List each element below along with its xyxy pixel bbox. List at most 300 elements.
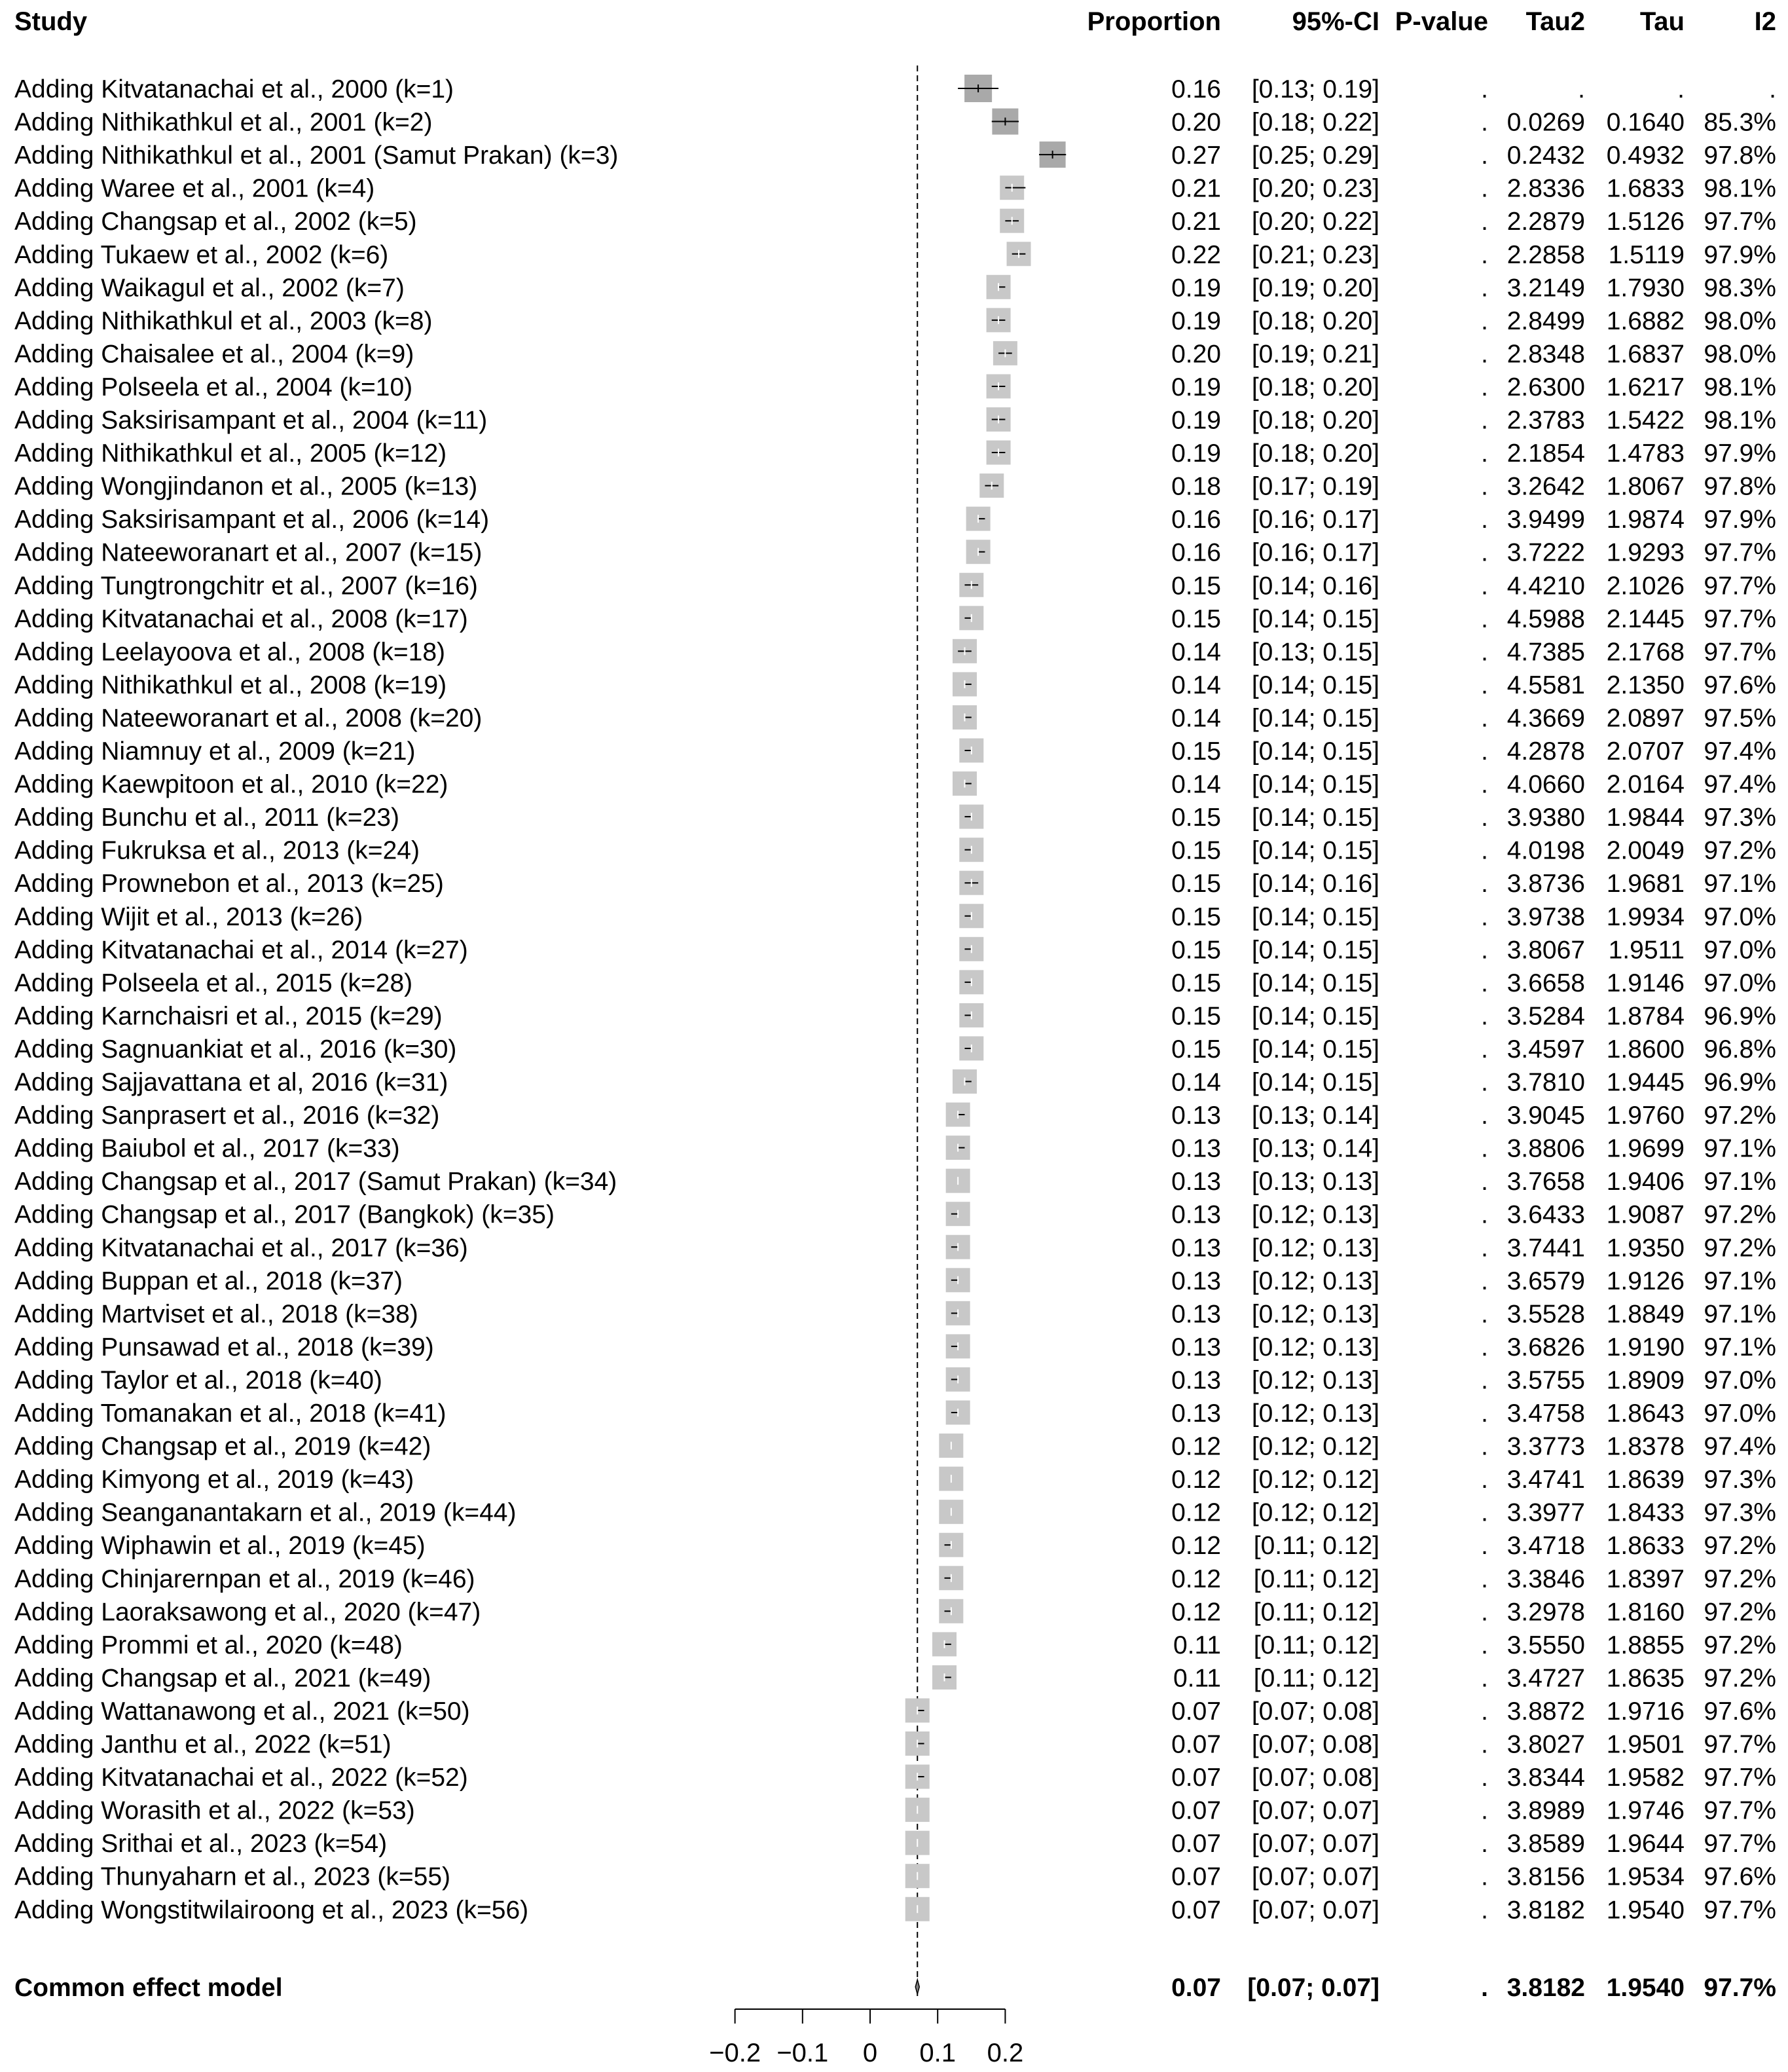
ci-value: [0.14; 0.15] <box>1251 902 1379 931</box>
study-label: Adding Tomanakan et al., 2018 (k=41) <box>14 1399 447 1428</box>
summary-ci: [0.07; 0.07] <box>1247 1974 1379 2002</box>
tau2-value: 0.0269 <box>1506 108 1585 137</box>
tau2-value: 3.8589 <box>1506 1830 1585 1859</box>
tau-value: 1.6837 <box>1606 340 1685 369</box>
tau2-value: 3.2642 <box>1506 472 1585 501</box>
header-tau: Tau <box>1639 7 1685 36</box>
p-value: . <box>1481 472 1488 501</box>
study-row <box>14 1267 1776 1295</box>
p-value: . <box>1481 1002 1488 1031</box>
study-label: Adding Nithikathkul et al., 2003 (k=8) <box>14 306 433 335</box>
i2-value: 96.9% <box>1704 1068 1776 1097</box>
tau-value: 1.8639 <box>1606 1466 1685 1494</box>
study-row <box>14 141 1776 170</box>
tau-value: 1.9746 <box>1606 1796 1685 1825</box>
tau-value: 1.8067 <box>1606 472 1685 501</box>
study-label: Adding Wongjindanon et al., 2005 (k=13) <box>14 472 478 501</box>
i2-value: 97.7% <box>1704 572 1776 601</box>
p-value: . <box>1481 969 1488 997</box>
i2-value: 97.3% <box>1704 804 1776 832</box>
study-label: Adding Wiphawin et al., 2019 (k=45) <box>14 1532 426 1561</box>
i2-value: 97.2% <box>1704 1200 1776 1229</box>
p-value: . <box>1481 638 1488 667</box>
ci-value: [0.14; 0.15] <box>1251 704 1379 733</box>
p-value: . <box>1481 1333 1488 1361</box>
i2-value: 97.7% <box>1704 604 1776 633</box>
proportion-value: 0.16 <box>1171 538 1221 567</box>
i2-value: 97.8% <box>1704 472 1776 501</box>
proportion-value: 0.16 <box>1171 75 1221 103</box>
p-value: . <box>1481 1035 1488 1064</box>
tau2-value: 3.8989 <box>1506 1796 1585 1825</box>
p-value: . <box>1481 1068 1488 1097</box>
study-label: Adding Nateeworanart et al., 2007 (k=15) <box>14 538 483 567</box>
tau-value: 1.9644 <box>1606 1830 1685 1859</box>
i2-value: 97.6% <box>1704 1862 1776 1891</box>
proportion-value: 0.07 <box>1171 1896 1221 1925</box>
study-label: Adding Nithikathkul et al., 2001 (Samut Prakan) (k=3) <box>14 141 619 170</box>
tau2-value: 4.0660 <box>1506 770 1585 799</box>
p-value: . <box>1481 737 1488 766</box>
study-row <box>14 340 1776 368</box>
proportion-value: 0.14 <box>1171 638 1221 667</box>
study-label: Adding Saksirisampant et al., 2006 (k=14) <box>14 506 490 534</box>
x-tick-label: 0 <box>862 2039 878 2067</box>
study-label: Adding Kitvatanachai et al., 2014 (k=27) <box>14 936 468 965</box>
proportion-value: 0.13 <box>1171 1134 1221 1163</box>
study-label: Adding Changsap et al., 2019 (k=42) <box>14 1432 431 1461</box>
study-label: Adding Prownebon et al., 2013 (k=25) <box>14 870 444 898</box>
i2-value: 98.1% <box>1704 373 1776 401</box>
study-row <box>14 373 1776 401</box>
study-row <box>14 1234 1776 1262</box>
i2-value: 96.8% <box>1704 1035 1776 1064</box>
tau2-value: 4.0198 <box>1506 836 1585 865</box>
p-value: . <box>1481 836 1488 865</box>
proportion-value: 0.13 <box>1171 1333 1221 1361</box>
study-label: Adding Srithai et al., 2023 (k=54) <box>14 1830 388 1859</box>
study-row <box>14 771 1776 799</box>
study-row <box>14 1598 1776 1626</box>
i2-value: 97.9% <box>1704 240 1776 269</box>
tau2-value: 3.8067 <box>1506 936 1585 965</box>
study-label: Adding Wattanawong et al., 2021 (k=50) <box>14 1697 470 1726</box>
study-label: Adding Laoraksawong et al., 2020 (k=47) <box>14 1598 481 1627</box>
study-label: Adding Buppan et al., 2018 (k=37) <box>14 1267 403 1295</box>
proportion-value: 0.14 <box>1171 671 1221 699</box>
p-value: . <box>1481 1300 1488 1329</box>
i2-value: 97.6% <box>1704 671 1776 699</box>
ci-value: [0.20; 0.23] <box>1251 174 1379 203</box>
ci-value: [0.12; 0.13] <box>1251 1333 1379 1361</box>
ci-value: [0.11; 0.12] <box>1253 1564 1379 1593</box>
column-headers <box>14 7 1776 36</box>
tau2-value: 3.3846 <box>1506 1564 1585 1593</box>
i2-value: 97.0% <box>1704 969 1776 997</box>
study-row <box>14 1069 1776 1097</box>
study-label: Adding Changsap et al., 2002 (k=5) <box>14 208 417 236</box>
study-row <box>14 1366 1776 1394</box>
i2-value: 97.2% <box>1704 1101 1776 1130</box>
study-label: Adding Saksirisampant et al., 2004 (k=11) <box>14 406 488 435</box>
study-row <box>14 208 1776 236</box>
proportion-value: 0.13 <box>1171 1366 1221 1395</box>
i2-value: 97.0% <box>1704 1366 1776 1395</box>
tau-value: 1.9874 <box>1606 506 1685 534</box>
tau2-value: 3.6658 <box>1506 969 1585 997</box>
x-tick-label: 0.2 <box>987 2039 1024 2067</box>
study-label: Adding Karnchaisri et al., 2015 (k=29) <box>14 1002 443 1031</box>
study-label: Adding Leelayoova et al., 2008 (k=18) <box>14 638 446 667</box>
i2-value: 97.1% <box>1704 1300 1776 1329</box>
study-row <box>14 175 1776 203</box>
study-label: Adding Changsap et al., 2017 (Samut Prakan) (k=34) <box>14 1168 617 1196</box>
study-rows <box>14 75 1776 1924</box>
proportion-value: 0.07 <box>1171 1862 1221 1891</box>
tau-value: 1.8643 <box>1606 1399 1685 1428</box>
tau-value: 1.9511 <box>1608 936 1685 965</box>
tau2-value: 3.4597 <box>1506 1035 1585 1064</box>
ci-value: [0.13; 0.15] <box>1251 638 1379 667</box>
tau2-value: 3.8182 <box>1506 1896 1585 1925</box>
i2-value: 97.1% <box>1704 1134 1776 1163</box>
tau2-value: 3.3773 <box>1506 1432 1585 1461</box>
tau-value: 1.9934 <box>1606 902 1685 931</box>
tau2-value: 2.3783 <box>1506 406 1585 435</box>
tau-value: 1.9501 <box>1606 1730 1685 1759</box>
tau2-value: 3.4718 <box>1506 1532 1585 1561</box>
proportion-value: 0.15 <box>1171 969 1221 997</box>
ci-value: [0.07; 0.08] <box>1251 1697 1379 1726</box>
ci-value: [0.21; 0.23] <box>1251 240 1379 269</box>
p-value: . <box>1481 1101 1488 1130</box>
p-value: . <box>1481 208 1488 236</box>
header-tau2: Tau2 <box>1525 7 1585 36</box>
tau2-value: 3.2978 <box>1506 1598 1585 1627</box>
proportion-value: 0.13 <box>1171 1267 1221 1295</box>
study-row <box>14 1863 1776 1891</box>
proportion-value: 0.13 <box>1171 1234 1221 1263</box>
study-row <box>14 671 1776 699</box>
study-row <box>14 407 1776 435</box>
proportion-value: 0.19 <box>1171 274 1221 303</box>
p-value: . <box>1481 870 1488 898</box>
study-label: Adding Fukruksa et al., 2013 (k=24) <box>14 836 420 865</box>
study-label: Adding Punsawad et al., 2018 (k=39) <box>14 1333 434 1361</box>
tau-value: 1.9293 <box>1606 538 1685 567</box>
ci-value: [0.14; 0.15] <box>1251 1035 1379 1064</box>
study-label: Adding Kaewpitoon et al., 2010 (k=22) <box>14 770 448 799</box>
tau-value: 1.5422 <box>1606 406 1685 435</box>
ci-value: [0.18; 0.20] <box>1251 373 1379 401</box>
tau-value: 1.8433 <box>1606 1498 1685 1527</box>
ci-value: [0.13; 0.13] <box>1251 1168 1379 1196</box>
study-row <box>14 1797 1776 1825</box>
header-i2: I2 <box>1754 7 1776 36</box>
proportion-value: 0.15 <box>1171 936 1221 965</box>
tau-value: 1.6217 <box>1606 373 1685 401</box>
x-tick-label: −0.2 <box>709 2039 761 2067</box>
tau-value: 1.9699 <box>1606 1134 1685 1163</box>
p-value: . <box>1481 770 1488 799</box>
study-row <box>14 638 1776 666</box>
ci-value: [0.12; 0.12] <box>1251 1466 1379 1494</box>
proportion-value: 0.21 <box>1171 174 1221 203</box>
ci-value: [0.07; 0.08] <box>1251 1730 1379 1759</box>
i2-value: 97.2% <box>1704 1234 1776 1263</box>
p-value: . <box>1481 75 1488 103</box>
study-label: Adding Taylor et al., 2018 (k=40) <box>14 1366 382 1395</box>
ci-value: [0.25; 0.29] <box>1251 141 1379 170</box>
p-value: . <box>1481 1200 1488 1229</box>
study-label: Adding Kimyong et al., 2019 (k=43) <box>14 1466 414 1494</box>
i2-value: 98.3% <box>1704 274 1776 303</box>
proportion-value: 0.14 <box>1171 770 1221 799</box>
ci-value: [0.12; 0.12] <box>1251 1432 1379 1461</box>
proportion-value: 0.15 <box>1171 572 1221 601</box>
proportion-value: 0.27 <box>1171 141 1221 170</box>
i2-value: 97.2% <box>1704 1664 1776 1693</box>
study-row <box>14 1764 1776 1792</box>
proportion-value: 0.15 <box>1171 902 1221 931</box>
tau2-value: 2.8499 <box>1506 306 1585 335</box>
proportion-value: 0.19 <box>1171 306 1221 335</box>
tau2-value: 3.8027 <box>1506 1730 1585 1759</box>
i2-value: 97.7% <box>1704 1764 1776 1792</box>
summary-i2: 97.7% <box>1704 1974 1776 2002</box>
study-row <box>14 903 1776 931</box>
tau-value: 2.1445 <box>1606 604 1685 633</box>
p-value: . <box>1481 671 1488 699</box>
proportion-value: 0.15 <box>1171 1035 1221 1064</box>
tau-value: 1.8600 <box>1606 1035 1685 1064</box>
tau2-value: 3.4741 <box>1506 1466 1585 1494</box>
p-value: . <box>1481 1168 1488 1196</box>
study-label: Adding Nithikathkul et al., 2005 (k=12) <box>14 439 447 468</box>
proportion-value: 0.12 <box>1171 1466 1221 1494</box>
p-value: . <box>1481 1664 1488 1693</box>
tau-value: 1.8855 <box>1606 1631 1685 1659</box>
tau2-value: 3.7222 <box>1506 538 1585 567</box>
study-label: Adding Worasith et al., 2022 (k=53) <box>14 1796 415 1825</box>
proportion-value: 0.15 <box>1171 804 1221 832</box>
i2-value: 97.4% <box>1704 1432 1776 1461</box>
study-row <box>14 572 1776 600</box>
p-value: . <box>1481 406 1488 435</box>
tau2-value: 4.4210 <box>1506 572 1585 601</box>
study-row <box>14 737 1776 766</box>
study-label: Adding Chaisalee et al., 2004 (k=9) <box>14 340 414 369</box>
proportion-value: 0.12 <box>1171 1532 1221 1561</box>
tau2-value: 2.8348 <box>1506 340 1585 369</box>
study-row <box>14 473 1776 501</box>
proportion-value: 0.14 <box>1171 1068 1221 1097</box>
ci-value: [0.14; 0.15] <box>1251 804 1379 832</box>
study-row <box>14 439 1776 468</box>
tau2-value: 4.7385 <box>1506 638 1585 667</box>
proportion-value: 0.14 <box>1171 704 1221 733</box>
tau-value: 1.8635 <box>1606 1664 1685 1693</box>
i2-value: 97.1% <box>1704 1267 1776 1295</box>
study-row <box>14 1830 1776 1858</box>
tau-value: 1.8397 <box>1606 1564 1685 1593</box>
i2-value: 97.2% <box>1704 1598 1776 1627</box>
p-value: . <box>1481 1498 1488 1527</box>
study-row <box>14 1168 1776 1196</box>
tau-value: 2.1350 <box>1606 671 1685 699</box>
proportion-value: 0.13 <box>1171 1168 1221 1196</box>
p-value: . <box>1481 1730 1488 1759</box>
p-value: . <box>1481 572 1488 601</box>
header-ci: 95%-CI <box>1292 7 1379 36</box>
tau2-value: 4.5988 <box>1506 604 1585 633</box>
tau2-value: 3.4758 <box>1506 1399 1585 1428</box>
i2-value: 98.0% <box>1704 306 1776 335</box>
tau-value: 1.9126 <box>1606 1267 1685 1295</box>
p-value: . <box>1481 1631 1488 1659</box>
study-label: Adding Bunchu et al., 2011 (k=23) <box>14 804 399 832</box>
ci-value: [0.12; 0.13] <box>1251 1234 1379 1263</box>
tau2-value: 3.8736 <box>1506 870 1585 898</box>
tau-value: 1.5119 <box>1608 240 1685 269</box>
i2-value: 97.1% <box>1704 870 1776 898</box>
p-value: . <box>1481 141 1488 170</box>
study-label: Adding Polseela et al., 2015 (k=28) <box>14 969 413 997</box>
study-row <box>14 969 1776 997</box>
i2-value: 98.1% <box>1704 406 1776 435</box>
proportion-value: 0.12 <box>1171 1598 1221 1627</box>
p-value: . <box>1481 340 1488 369</box>
study-row <box>14 1697 1776 1726</box>
proportion-value: 0.21 <box>1171 208 1221 236</box>
tau-value: 1.6882 <box>1606 306 1685 335</box>
study-row <box>14 804 1776 832</box>
ci-value: [0.13; 0.19] <box>1251 75 1379 103</box>
p-value: . <box>1481 804 1488 832</box>
tau-value: 1.8633 <box>1606 1532 1685 1561</box>
p-value: . <box>1481 1598 1488 1627</box>
tau-value: 1.7930 <box>1606 274 1685 303</box>
i2-value: . <box>1769 75 1776 103</box>
i2-value: 97.7% <box>1704 1730 1776 1759</box>
study-row <box>14 1333 1776 1361</box>
tau-value: 0.4932 <box>1606 141 1685 170</box>
study-row <box>14 1399 1776 1428</box>
study-label: Adding Sagnuankiat et al., 2016 (k=30) <box>14 1035 457 1064</box>
i2-value: 97.0% <box>1704 902 1776 931</box>
study-row <box>14 1466 1776 1494</box>
tau-value: 1.6833 <box>1606 174 1685 203</box>
tau2-value: 3.8156 <box>1506 1862 1585 1891</box>
study-row <box>14 870 1776 898</box>
i2-value: 97.1% <box>1704 1168 1776 1196</box>
tau2-value: 3.7658 <box>1506 1168 1585 1196</box>
study-row <box>14 704 1776 732</box>
p-value: . <box>1481 1564 1488 1593</box>
study-row <box>14 1499 1776 1527</box>
ci-value: [0.14; 0.15] <box>1251 1068 1379 1097</box>
tau-value: 2.0707 <box>1606 737 1685 766</box>
i2-value: 97.5% <box>1704 704 1776 733</box>
tau-value: 2.0164 <box>1606 770 1685 799</box>
p-value: . <box>1481 1267 1488 1295</box>
i2-value: 97.9% <box>1704 439 1776 468</box>
p-value: . <box>1481 1366 1488 1395</box>
p-value: . <box>1481 306 1488 335</box>
ci-value: [0.11; 0.12] <box>1253 1664 1379 1693</box>
study-row <box>14 1664 1776 1692</box>
ci-value: [0.12; 0.13] <box>1251 1300 1379 1329</box>
study-row <box>14 1300 1776 1328</box>
ci-value: [0.18; 0.22] <box>1251 108 1379 137</box>
study-row <box>14 1035 1776 1064</box>
study-row <box>14 1731 1776 1759</box>
ci-value: [0.12; 0.13] <box>1251 1200 1379 1229</box>
tau2-value: 3.5550 <box>1506 1631 1585 1659</box>
proportion-value: 0.22 <box>1171 240 1221 269</box>
proportion-value: 0.19 <box>1171 439 1221 468</box>
study-label: Adding Waree et al., 2001 (k=4) <box>14 174 375 203</box>
tau2-value: 3.8806 <box>1506 1134 1585 1163</box>
summary-tau: 1.9540 <box>1606 1974 1685 2002</box>
p-value: . <box>1481 902 1488 931</box>
study-row <box>14 307 1776 335</box>
tau-value: 1.9445 <box>1606 1068 1685 1097</box>
study-label: Adding Martviset et al., 2018 (k=38) <box>14 1300 418 1329</box>
tau2-value: 3.5755 <box>1506 1366 1585 1395</box>
x-tick-label: 0.1 <box>919 2039 957 2067</box>
tau2-value: 3.6826 <box>1506 1333 1585 1361</box>
x-axis <box>709 2009 1023 2067</box>
i2-value: 97.7% <box>1704 1896 1776 1925</box>
ci-value: [0.14; 0.15] <box>1251 604 1379 633</box>
tau2-value: 3.5528 <box>1506 1300 1585 1329</box>
proportion-value: 0.20 <box>1171 108 1221 137</box>
study-row <box>14 1896 1776 1924</box>
tau-value: 1.9582 <box>1606 1764 1685 1792</box>
ci-value: [0.11; 0.12] <box>1253 1631 1379 1659</box>
study-label: Adding Polseela et al., 2004 (k=10) <box>14 373 413 401</box>
proportion-value: 0.15 <box>1171 870 1221 898</box>
tau-value: 1.4783 <box>1606 439 1685 468</box>
i2-value: 97.8% <box>1704 141 1776 170</box>
tau-value: 0.1640 <box>1606 108 1685 137</box>
header-p-value: P-value <box>1395 7 1488 36</box>
study-row <box>14 1002 1776 1030</box>
study-label: Adding Sajjavattana et al, 2016 (k=31) <box>14 1068 448 1097</box>
study-label: Adding Chinjarernpan et al., 2019 (k=46) <box>14 1564 475 1593</box>
study-label: Adding Wijit et al., 2013 (k=26) <box>14 902 363 931</box>
i2-value: 97.3% <box>1704 1498 1776 1527</box>
tau2-value: 0.2432 <box>1506 141 1585 170</box>
study-row <box>14 936 1776 964</box>
i2-value: 97.7% <box>1704 208 1776 236</box>
study-row <box>14 1631 1776 1659</box>
study-label: Adding Nithikathkul et al., 2008 (k=19) <box>14 671 447 699</box>
proportion-value: 0.07 <box>1171 1730 1221 1759</box>
study-label: Adding Janthu et al., 2022 (k=51) <box>14 1730 392 1759</box>
study-row <box>14 109 1776 137</box>
i2-value: 97.3% <box>1704 1466 1776 1494</box>
p-value: . <box>1481 1532 1488 1561</box>
p-value: . <box>1481 1697 1488 1726</box>
tau2-value: 2.8336 <box>1506 174 1585 203</box>
ci-value: [0.14; 0.15] <box>1251 1002 1379 1031</box>
tau2-value: 3.7810 <box>1506 1068 1585 1097</box>
study-row <box>14 506 1776 534</box>
ci-value: [0.07; 0.07] <box>1251 1796 1379 1825</box>
tau2-value: 3.2149 <box>1506 274 1585 303</box>
